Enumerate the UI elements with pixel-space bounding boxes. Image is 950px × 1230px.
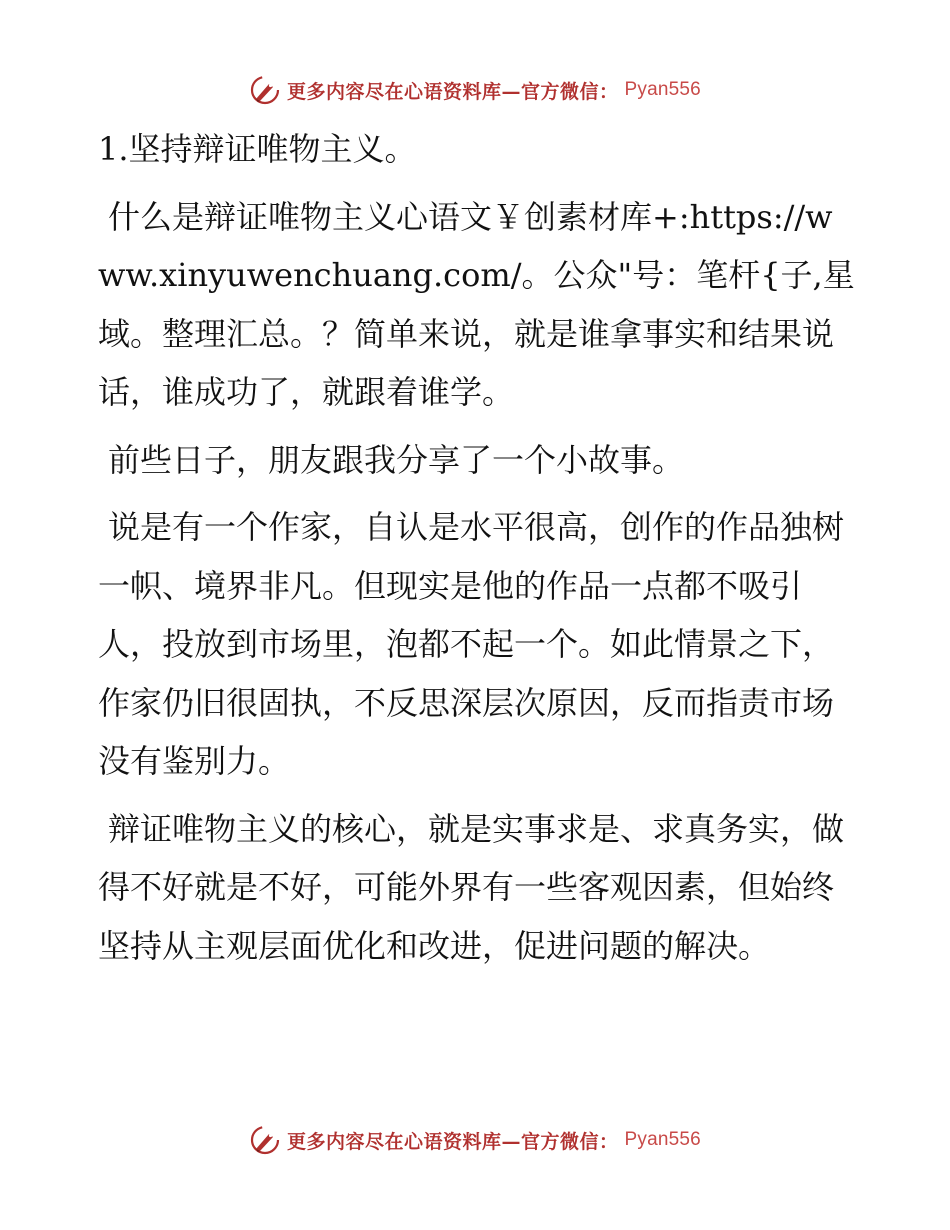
paragraph: 辩证唯物主义的核心，就是实事求是、求真务实，做得不好就是不好，可能外界有一些客观因素，但始终坚持从主观层面优化和改进，促进问题的解决。 (98, 809, 845, 965)
paragraph: 说是有一个作家，自认是水平很高，创作的作品独树一帜、境界非凡。但现实是他的作品一点都不吸引人，投放到市场里，泡都不起一个。如此情景之下，作家仍旧很固执，不反思深层次原因，反而指责市场没有鉴别力。 (98, 508, 845, 780)
watermark-text: 更多内容尽在心语资料库—官方微信： (287, 1130, 619, 1153)
header-watermark-banner (0, 70, 950, 110)
watermark-contact: Pyan556 (624, 79, 701, 100)
paragraph: 什么是辩证唯物主义心语文￥创素材库+:https://www.xinyuwenchuang.com/。公众"号：笔杆{子,星域。整理汇总。？简单来说，就是谁拿事实和结果说话，谁成功了，就跟着谁学。 (98, 197, 855, 411)
paragraph-heading: 1.坚持辩证唯物主义。 (98, 130, 417, 168)
watermark-contact: Pyan556 (624, 1129, 701, 1150)
pen-logo-icon (249, 1124, 281, 1156)
document-body (98, 120, 858, 984)
footer-watermark-banner (0, 1120, 950, 1160)
pen-logo-icon (249, 74, 281, 106)
paragraph: 前些日子，朋友跟我分享了一个小故事。 (108, 440, 685, 479)
watermark-text: 更多内容尽在心语资料库—官方微信： (287, 80, 619, 103)
